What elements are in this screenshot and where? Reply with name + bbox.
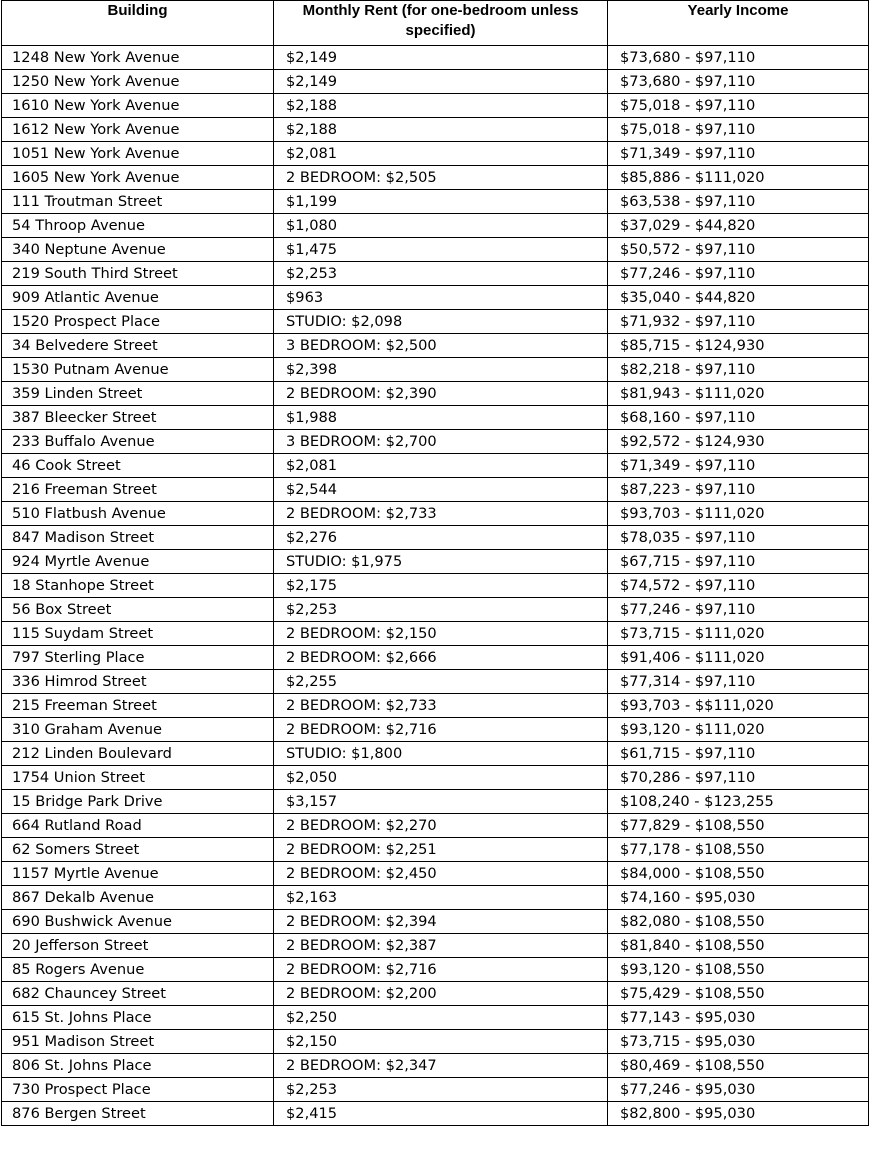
rent-cell: $1,988: [274, 406, 608, 430]
table-row: [2, 46, 869, 70]
rent-cell: STUDIO: $1,975: [274, 550, 608, 574]
income-cell: $75,429 - $108,550: [608, 982, 869, 1006]
building-cell: 340 Neptune Avenue: [2, 238, 274, 262]
building-cell: 310 Graham Avenue: [2, 718, 274, 742]
income-cell: $80,469 - $108,550: [608, 1054, 869, 1078]
income-cell: $71,349 - $97,110: [608, 142, 869, 166]
rent-cell: $2,276: [274, 526, 608, 550]
table-row: [2, 358, 869, 382]
table-row: [2, 646, 869, 670]
income-cell: $84,000 - $108,550: [608, 862, 869, 886]
rent-cell: $2,253: [274, 1078, 608, 1102]
rent-cell: 2 BEDROOM: $2,394: [274, 910, 608, 934]
table-row: [2, 670, 869, 694]
rent-cell: $3,157: [274, 790, 608, 814]
table-row: [2, 1006, 869, 1030]
building-cell: 111 Troutman Street: [2, 190, 274, 214]
rent-cell: $2,050: [274, 766, 608, 790]
building-cell: 62 Somers Street: [2, 838, 274, 862]
table-row: [2, 1102, 869, 1126]
building-cell: 219 South Third Street: [2, 262, 274, 286]
building-cell: 115 Suydam Street: [2, 622, 274, 646]
rent-cell: $2,150: [274, 1030, 608, 1054]
building-cell: 215 Freeman Street: [2, 694, 274, 718]
table-row: [2, 550, 869, 574]
rent-cell: $2,081: [274, 454, 608, 478]
building-cell: 18 Stanhope Street: [2, 574, 274, 598]
income-cell: $91,406 - $111,020: [608, 646, 869, 670]
income-cell: $71,932 - $97,110: [608, 310, 869, 334]
rent-cell: STUDIO: $2,098: [274, 310, 608, 334]
income-cell: $81,943 - $111,020: [608, 382, 869, 406]
rent-cell: $2,175: [274, 574, 608, 598]
rent-cell: $2,544: [274, 478, 608, 502]
building-cell: 387 Bleecker Street: [2, 406, 274, 430]
income-cell: $77,178 - $108,550: [608, 838, 869, 862]
rent-cell: $2,253: [274, 262, 608, 286]
table-row: [2, 214, 869, 238]
rent-cell: 2 BEDROOM: $2,450: [274, 862, 608, 886]
income-cell: $35,040 - $44,820: [608, 286, 869, 310]
table-row: [2, 1030, 869, 1054]
header-building: Building: [2, 1, 274, 46]
table-row: [2, 622, 869, 646]
building-cell: 1612 New York Avenue: [2, 118, 274, 142]
table-row: [2, 574, 869, 598]
rent-cell: $1,199: [274, 190, 608, 214]
rent-cell: $2,415: [274, 1102, 608, 1126]
income-cell: $93,120 - $108,550: [608, 958, 869, 982]
rent-cell: $2,250: [274, 1006, 608, 1030]
table-row: [2, 190, 869, 214]
income-cell: $78,035 - $97,110: [608, 526, 869, 550]
building-cell: 664 Rutland Road: [2, 814, 274, 838]
building-cell: 216 Freeman Street: [2, 478, 274, 502]
building-cell: 1248 New York Avenue: [2, 46, 274, 70]
table-row: [2, 838, 869, 862]
rent-cell: 2 BEDROOM: $2,390: [274, 382, 608, 406]
income-cell: $93,703 - $111,020: [608, 502, 869, 526]
rent-cell: 2 BEDROOM: $2,270: [274, 814, 608, 838]
building-cell: 336 Himrod Street: [2, 670, 274, 694]
table-row: [2, 1054, 869, 1078]
income-cell: $108,240 - $123,255: [608, 790, 869, 814]
table-row: [2, 790, 869, 814]
building-cell: 682 Chauncey Street: [2, 982, 274, 1006]
table-row: [2, 142, 869, 166]
building-cell: 867 Dekalb Avenue: [2, 886, 274, 910]
income-cell: $93,120 - $111,020: [608, 718, 869, 742]
rent-cell: $1,080: [274, 214, 608, 238]
rent-cell: 2 BEDROOM: $2,733: [274, 694, 608, 718]
income-cell: $82,800 - $95,030: [608, 1102, 869, 1126]
table-row: [2, 694, 869, 718]
rent-cell: 2 BEDROOM: $2,200: [274, 982, 608, 1006]
income-cell: $87,223 - $97,110: [608, 478, 869, 502]
rent-cell: $963: [274, 286, 608, 310]
rent-cell: $2,149: [274, 46, 608, 70]
table-row: [2, 862, 869, 886]
table-row: [2, 94, 869, 118]
table-row: [2, 814, 869, 838]
income-cell: $73,715 - $95,030: [608, 1030, 869, 1054]
income-cell: $74,160 - $95,030: [608, 886, 869, 910]
income-cell: $37,029 - $44,820: [608, 214, 869, 238]
building-cell: 1605 New York Avenue: [2, 166, 274, 190]
building-cell: 46 Cook Street: [2, 454, 274, 478]
income-cell: $70,286 - $97,110: [608, 766, 869, 790]
table-body: [2, 46, 869, 1126]
income-cell: $63,538 - $97,110: [608, 190, 869, 214]
housing-lottery-table: [1, 0, 869, 1126]
income-cell: $85,715 - $124,930: [608, 334, 869, 358]
rent-cell: $2,255: [274, 670, 608, 694]
income-cell: $77,246 - $95,030: [608, 1078, 869, 1102]
table-row: [2, 934, 869, 958]
income-cell: $93,703 - $$111,020: [608, 694, 869, 718]
table-row: [2, 982, 869, 1006]
income-cell: $77,246 - $97,110: [608, 598, 869, 622]
income-cell: $73,680 - $97,110: [608, 70, 869, 94]
income-cell: $75,018 - $97,110: [608, 94, 869, 118]
income-cell: $68,160 - $97,110: [608, 406, 869, 430]
table-row: [2, 886, 869, 910]
rent-cell: $1,475: [274, 238, 608, 262]
table-row: [2, 598, 869, 622]
building-cell: 20 Jefferson Street: [2, 934, 274, 958]
table-row: [2, 1078, 869, 1102]
header-yearly-income: Yearly Income: [608, 1, 869, 46]
building-cell: 1530 Putnam Avenue: [2, 358, 274, 382]
building-cell: 1754 Union Street: [2, 766, 274, 790]
building-cell: 1157 Myrtle Avenue: [2, 862, 274, 886]
income-cell: $73,680 - $97,110: [608, 46, 869, 70]
rent-cell: 2 BEDROOM: $2,666: [274, 646, 608, 670]
income-cell: $82,080 - $108,550: [608, 910, 869, 934]
building-cell: 359 Linden Street: [2, 382, 274, 406]
building-cell: 212 Linden Boulevard: [2, 742, 274, 766]
rent-cell: 3 BEDROOM: $2,500: [274, 334, 608, 358]
table-row: [2, 406, 869, 430]
building-cell: 924 Myrtle Avenue: [2, 550, 274, 574]
building-cell: 806 St. Johns Place: [2, 1054, 274, 1078]
table-row: [2, 382, 869, 406]
building-cell: 615 St. Johns Place: [2, 1006, 274, 1030]
building-cell: 1051 New York Avenue: [2, 142, 274, 166]
table-row: [2, 502, 869, 526]
table-row: [2, 286, 869, 310]
table-row: [2, 118, 869, 142]
building-cell: 510 Flatbush Avenue: [2, 502, 274, 526]
building-cell: 847 Madison Street: [2, 526, 274, 550]
income-cell: $77,246 - $97,110: [608, 262, 869, 286]
rent-cell: $2,188: [274, 118, 608, 142]
income-cell: $85,886 - $111,020: [608, 166, 869, 190]
table-row: [2, 238, 869, 262]
rent-cell: 2 BEDROOM: $2,150: [274, 622, 608, 646]
header-row: [2, 1, 869, 46]
rent-cell: 2 BEDROOM: $2,505: [274, 166, 608, 190]
table-row: [2, 910, 869, 934]
building-cell: 1520 Prospect Place: [2, 310, 274, 334]
building-cell: 54 Throop Avenue: [2, 214, 274, 238]
income-cell: $77,143 - $95,030: [608, 1006, 869, 1030]
rent-cell: $2,149: [274, 70, 608, 94]
building-cell: 85 Rogers Avenue: [2, 958, 274, 982]
rent-cell: 2 BEDROOM: $2,733: [274, 502, 608, 526]
income-cell: $75,018 - $97,110: [608, 118, 869, 142]
table-row: [2, 718, 869, 742]
table-row: [2, 310, 869, 334]
rent-cell: 2 BEDROOM: $2,387: [274, 934, 608, 958]
table-row: [2, 70, 869, 94]
rent-cell: 2 BEDROOM: $2,716: [274, 958, 608, 982]
building-cell: 730 Prospect Place: [2, 1078, 274, 1102]
table-row: [2, 334, 869, 358]
rent-cell: 2 BEDROOM: $2,347: [274, 1054, 608, 1078]
table-row: [2, 454, 869, 478]
rent-cell: STUDIO: $1,800: [274, 742, 608, 766]
building-cell: 1610 New York Avenue: [2, 94, 274, 118]
income-cell: $71,349 - $97,110: [608, 454, 869, 478]
rent-cell: 3 BEDROOM: $2,700: [274, 430, 608, 454]
income-cell: $61,715 - $97,110: [608, 742, 869, 766]
table-header: [2, 1, 869, 46]
table-row: [2, 766, 869, 790]
building-cell: 233 Buffalo Avenue: [2, 430, 274, 454]
income-cell: $73,715 - $111,020: [608, 622, 869, 646]
table-row: [2, 430, 869, 454]
building-cell: 34 Belvedere Street: [2, 334, 274, 358]
header-monthly-rent: Monthly Rent (for one-bedroom unless specified): [274, 1, 608, 46]
building-cell: 951 Madison Street: [2, 1030, 274, 1054]
rent-cell: $2,253: [274, 598, 608, 622]
income-cell: $82,218 - $97,110: [608, 358, 869, 382]
table-row: [2, 526, 869, 550]
rent-cell: 2 BEDROOM: $2,251: [274, 838, 608, 862]
table-row: [2, 742, 869, 766]
table-row: [2, 478, 869, 502]
rent-cell: $2,188: [274, 94, 608, 118]
income-cell: $67,715 - $97,110: [608, 550, 869, 574]
income-cell: $77,314 - $97,110: [608, 670, 869, 694]
rent-cell: $2,163: [274, 886, 608, 910]
income-cell: $92,572 - $124,930: [608, 430, 869, 454]
table-row: [2, 958, 869, 982]
income-cell: $50,572 - $97,110: [608, 238, 869, 262]
rent-cell: $2,398: [274, 358, 608, 382]
building-cell: 909 Atlantic Avenue: [2, 286, 274, 310]
table-row: [2, 166, 869, 190]
building-cell: 876 Bergen Street: [2, 1102, 274, 1126]
income-cell: $74,572 - $97,110: [608, 574, 869, 598]
building-cell: 1250 New York Avenue: [2, 70, 274, 94]
building-cell: 690 Bushwick Avenue: [2, 910, 274, 934]
building-cell: 797 Sterling Place: [2, 646, 274, 670]
rent-cell: 2 BEDROOM: $2,716: [274, 718, 608, 742]
table-row: [2, 262, 869, 286]
income-cell: $81,840 - $108,550: [608, 934, 869, 958]
building-cell: 56 Box Street: [2, 598, 274, 622]
rent-cell: $2,081: [274, 142, 608, 166]
building-cell: 15 Bridge Park Drive: [2, 790, 274, 814]
income-cell: $77,829 - $108,550: [608, 814, 869, 838]
